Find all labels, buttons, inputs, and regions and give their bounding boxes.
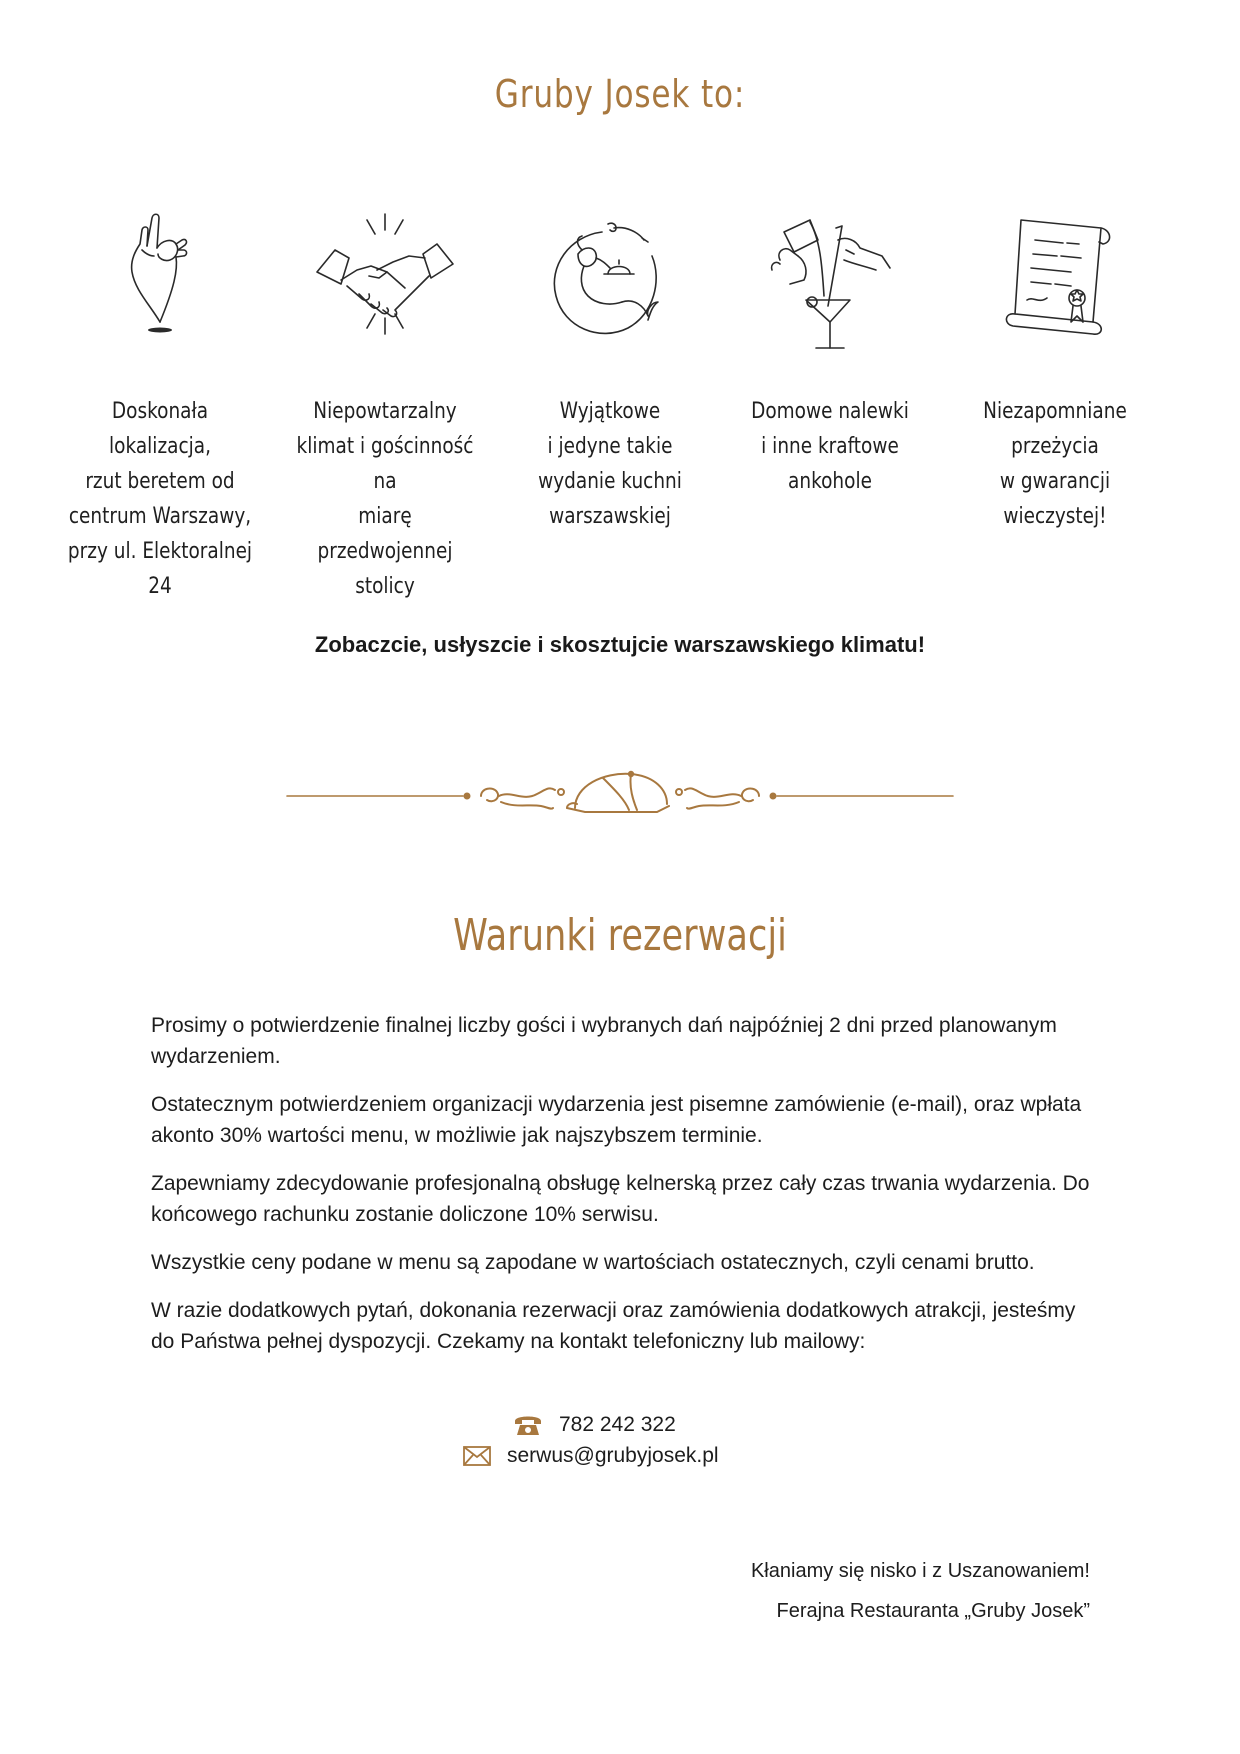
feature-cuisine — [500, 210, 720, 534]
feature-location — [50, 210, 270, 604]
mermaid-waiter-icon — [530, 210, 690, 360]
feature-label: Domowe nalewki i inne kraftowe ankohole — [751, 399, 909, 494]
conditions-paragraph: Wszystkie ceny podane w menu są zapodane w wartościach ostatecznych, czyli cenami brutto. — [151, 1251, 1035, 1274]
feature-drinks — [720, 210, 940, 499]
features-row — [50, 210, 1190, 599]
signoff-line2: Ferajna Restauranta „Gruby Josek” — [776, 1600, 1090, 1622]
tagline: Zobaczcie, usłyszcie i skosztujcie warszawskiego klimatu! — [314, 632, 926, 657]
conditions-title: Warunki rezerwacji — [453, 910, 787, 961]
ornament-divider — [285, 764, 955, 820]
feature-experiences — [945, 210, 1165, 534]
phone-number[interactable]: 782 242 322 — [559, 1413, 676, 1436]
email-row[interactable] — [463, 1441, 719, 1471]
phone-icon — [513, 1413, 543, 1437]
handshake-icon — [305, 210, 465, 360]
feature-label: Niezapomniane przeżycia w gwarancji wieczystej! — [983, 399, 1127, 529]
phone-row[interactable] — [513, 1410, 676, 1440]
feature-label: Doskonała lokalizacja, rzut beretem od centrum Warszawy, przy ul. Elektoralnej 24 — [67, 399, 253, 599]
conditions-paragraph: Prosimy o potwierdzenie finalnej liczby gości i wybranych dań najpóźniej 2 dni przed planowanym wydarzeniem. — [151, 1014, 1057, 1068]
envelope-icon — [463, 1446, 491, 1466]
location-pin-hand-icon — [80, 210, 240, 360]
signoff-line1: Kłaniamy się nisko i z Uszanowaniem! — [750, 1560, 1090, 1582]
email-address[interactable]: serwus@grubyjosek.pl — [507, 1444, 719, 1467]
header-title: Gruby Josek to: — [494, 72, 746, 116]
feature-hospitality — [275, 210, 495, 604]
cocktail-pouring-icon — [750, 210, 910, 360]
certificate-scroll-icon — [975, 210, 1135, 360]
conditions-paragraph: Ostatecznym potwierdzeniem organizacji wydarzenia jest pisemne zamówienie (e-mail), oraz wpłata akonto 30% wartości menu, w możliwie jak najszybszem terminie. — [151, 1093, 1082, 1147]
conditions-paragraph: W razie dodatkowych pytań, dokonania rezerwacji oraz zamówienia dodatkowych atrakcji, jesteśmy do Państwa pełnej dyspozycji. Czekamy na kontakt telefoniczny lub mailowy: — [151, 1299, 1076, 1353]
feature-label: Wyjątkowe i jedyne takie wydanie kuchni warszawskiej — [538, 399, 682, 529]
feature-label: Niepowtarzalny klimat i gościnność na miarę przedwojennej stolicy — [296, 399, 474, 599]
conditions-text — [151, 1010, 1091, 1374]
conditions-paragraph: Zapewniamy zdecydowanie profesjonalną obsługę kelnerską przez cały czas trwania wydarzenia. Do końcowego rachunku zostanie doliczone 10% serwisu. — [151, 1172, 1090, 1226]
